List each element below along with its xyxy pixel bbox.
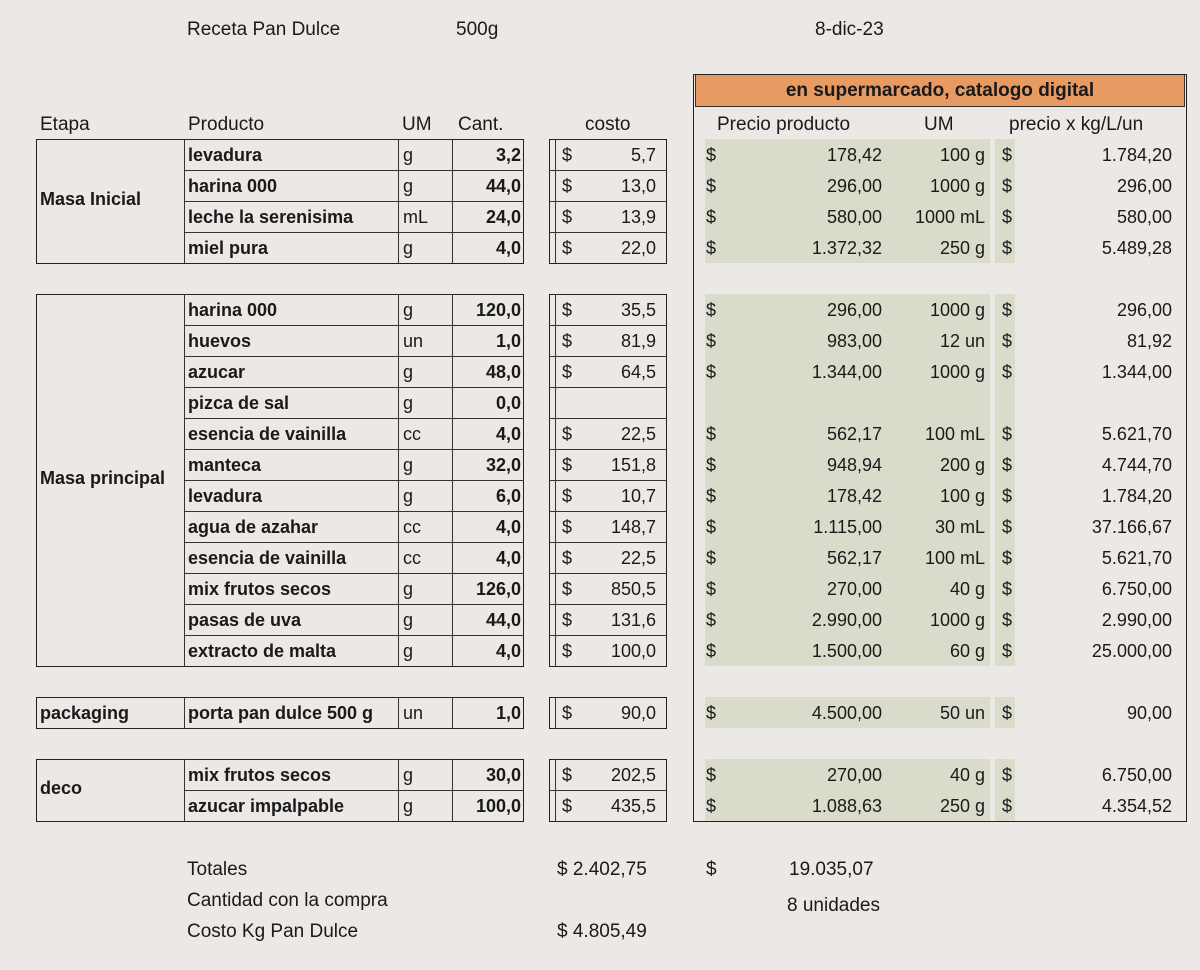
precio-currency: $ bbox=[706, 765, 717, 785]
cost-row-divider bbox=[549, 542, 667, 543]
cant-cell: 44,0 bbox=[485, 610, 521, 630]
cant-cell: 48,0 bbox=[485, 362, 521, 382]
um2-cell: 250 g bbox=[939, 796, 985, 816]
cant-cell: 6,0 bbox=[495, 486, 521, 506]
um2-cell: 60 g bbox=[949, 641, 985, 661]
precio-currency: $ bbox=[706, 703, 717, 723]
um2-cell: 40 g bbox=[949, 579, 985, 599]
costo-cell: 5,7 bbox=[630, 145, 656, 165]
precio-currency: $ bbox=[706, 238, 717, 258]
costo-currency: $ bbox=[562, 145, 573, 165]
cost-row-divider bbox=[549, 449, 667, 450]
precio-cell: 1.500,00 bbox=[811, 641, 882, 661]
row-divider bbox=[184, 542, 524, 543]
cant-cell: 4,0 bbox=[495, 424, 521, 444]
row-divider bbox=[184, 480, 524, 481]
col-divider bbox=[452, 697, 453, 728]
precio-currency: $ bbox=[706, 331, 717, 351]
costo-currency: $ bbox=[562, 207, 573, 227]
costo-currency: $ bbox=[562, 300, 573, 320]
costo-currency: $ bbox=[562, 703, 573, 723]
precio-cell: 4.500,00 bbox=[811, 703, 882, 723]
unit-currency: $ bbox=[1002, 641, 1013, 661]
totales-super-currency: $ bbox=[706, 859, 717, 880]
um-cell: g bbox=[403, 393, 414, 413]
precio-cell: 296,00 bbox=[826, 300, 882, 320]
precio-currency: $ bbox=[706, 176, 717, 196]
cantidad-value: 8 unidades bbox=[787, 895, 880, 916]
um-cell: g bbox=[403, 641, 414, 661]
cost-row-divider bbox=[549, 387, 667, 388]
cost-row-divider bbox=[549, 232, 667, 233]
producto-cell: pizca de sal bbox=[188, 393, 290, 413]
um-cell: g bbox=[403, 610, 414, 630]
unit-cell: 2.990,00 bbox=[1101, 610, 1172, 630]
group-packaging: packaging bbox=[40, 703, 130, 723]
costo-currency: $ bbox=[562, 517, 573, 537]
unit-currency: $ bbox=[1002, 207, 1013, 227]
um2-cell: 50 un bbox=[939, 703, 985, 723]
producto-cell: mix frutos secos bbox=[188, 765, 332, 785]
costo-kg-value: $ 4.805,49 bbox=[557, 921, 647, 942]
costo-currency: $ bbox=[562, 796, 573, 816]
costo-cell: 35,5 bbox=[620, 300, 656, 320]
unit-cell: 37.166,67 bbox=[1091, 517, 1172, 537]
precio-currency: $ bbox=[706, 145, 717, 165]
row-divider bbox=[184, 573, 524, 574]
unit-currency: $ bbox=[1002, 238, 1013, 258]
producto-cell: levadura bbox=[188, 486, 263, 506]
precio-currency: $ bbox=[706, 579, 717, 599]
costo-cell: 202,5 bbox=[610, 765, 656, 785]
um-cell: g bbox=[403, 455, 414, 475]
um-cell: cc bbox=[403, 424, 421, 444]
costo-currency: $ bbox=[562, 548, 573, 568]
producto-cell: mix frutos secos bbox=[188, 579, 332, 599]
row-divider bbox=[184, 511, 524, 512]
row-divider bbox=[184, 232, 524, 233]
um-cell: un bbox=[403, 331, 424, 351]
unit-cell: 296,00 bbox=[1116, 300, 1172, 320]
unit-currency: $ bbox=[1002, 455, 1013, 475]
producto-cell: leche la serenisima bbox=[188, 207, 354, 227]
totales-costo: $ 2.402,75 bbox=[557, 859, 647, 880]
col-precio-producto: Precio producto bbox=[717, 114, 851, 135]
costo-currency: $ bbox=[562, 362, 573, 382]
unit-currency: $ bbox=[1002, 424, 1013, 444]
costo-cell: 151,8 bbox=[610, 455, 656, 475]
um-cell: g bbox=[403, 765, 414, 785]
costo-currency: $ bbox=[562, 176, 573, 196]
costo-currency: $ bbox=[562, 486, 573, 506]
precio-cell: 948,94 bbox=[826, 455, 882, 475]
precio-cell: 562,17 bbox=[826, 548, 882, 568]
costo-cell: 435,5 bbox=[610, 796, 656, 816]
costo-cell: 100,0 bbox=[610, 641, 656, 661]
precio-currency: $ bbox=[706, 486, 717, 506]
producto-cell: esencia de vainilla bbox=[188, 548, 347, 568]
costo-currency: $ bbox=[562, 424, 573, 444]
costo-cell: 13,9 bbox=[620, 207, 656, 227]
precio-cell: 270,00 bbox=[826, 765, 882, 785]
row-divider bbox=[184, 418, 524, 419]
precio-currency: $ bbox=[706, 424, 717, 444]
um-cell: g bbox=[403, 362, 414, 382]
unit-cell: 4.744,70 bbox=[1101, 455, 1172, 475]
um2-cell: 200 g bbox=[939, 455, 985, 475]
unit-currency: $ bbox=[1002, 486, 1013, 506]
col-etapa: Etapa bbox=[40, 114, 90, 135]
precio-cell: 270,00 bbox=[826, 579, 882, 599]
unit-cell: 296,00 bbox=[1116, 176, 1172, 196]
precio-cell: 178,42 bbox=[826, 486, 882, 506]
precio-currency: $ bbox=[706, 517, 717, 537]
producto-cell: miel pura bbox=[188, 238, 269, 258]
unit-cell: 4.354,52 bbox=[1101, 796, 1172, 816]
cant-cell: 0,0 bbox=[495, 393, 521, 413]
col-cant: Cant. bbox=[458, 114, 504, 135]
col-costo: costo bbox=[585, 114, 631, 135]
costo-currency: $ bbox=[562, 765, 573, 785]
um2-cell: 1000 g bbox=[929, 300, 985, 320]
cost-divider bbox=[555, 697, 556, 728]
unit-cell: 6.750,00 bbox=[1101, 579, 1172, 599]
cant-cell: 1,0 bbox=[495, 331, 521, 351]
precio-currency: $ bbox=[706, 641, 717, 661]
supermarket-title: en supermarcado, catalogo digital bbox=[785, 80, 1095, 101]
precio-cell: 1.088,63 bbox=[811, 796, 882, 816]
um-cell: mL bbox=[403, 207, 429, 227]
producto-cell: porta pan dulce 500 g bbox=[188, 703, 374, 723]
unit-cell: 5.489,28 bbox=[1101, 238, 1172, 258]
row-divider bbox=[184, 387, 524, 388]
producto-cell: harina 000 bbox=[188, 300, 278, 320]
unit-cell: 25.000,00 bbox=[1091, 641, 1172, 661]
producto-cell: levadura bbox=[188, 145, 263, 165]
cant-cell: 1,0 bbox=[495, 703, 521, 723]
costo-cell: 90,0 bbox=[620, 703, 656, 723]
recipe-date: 8-dic-23 bbox=[815, 19, 884, 40]
cost-row-divider bbox=[549, 790, 667, 791]
unit-cell: 5.621,70 bbox=[1101, 548, 1172, 568]
row-divider bbox=[184, 201, 524, 202]
precio-cell: 1.372,32 bbox=[811, 238, 882, 258]
group-masa-principal: Masa principal bbox=[40, 468, 166, 488]
producto-cell: azucar bbox=[188, 362, 246, 382]
cant-cell: 4,0 bbox=[495, 641, 521, 661]
costo-currency: $ bbox=[562, 331, 573, 351]
col-precio-unit: precio x kg/L/un bbox=[1009, 114, 1144, 135]
row-divider bbox=[184, 604, 524, 605]
unit-cell: 90,00 bbox=[1126, 703, 1172, 723]
unit-currency: $ bbox=[1002, 548, 1013, 568]
unit-currency: $ bbox=[1002, 331, 1013, 351]
cant-cell: 30,0 bbox=[485, 765, 521, 785]
cost-row-divider bbox=[549, 325, 667, 326]
precio-cell: 2.990,00 bbox=[811, 610, 882, 630]
col-um: UM bbox=[402, 114, 432, 135]
precio-currency: $ bbox=[706, 548, 717, 568]
unit-cell: 1.784,20 bbox=[1101, 145, 1172, 165]
cost-row-divider bbox=[549, 480, 667, 481]
precio-cell: 296,00 bbox=[826, 176, 882, 196]
um-cell: g bbox=[403, 579, 414, 599]
costo-cell: 22,0 bbox=[620, 238, 656, 258]
unit-currency: $ bbox=[1002, 517, 1013, 537]
precio-cell: 562,17 bbox=[826, 424, 882, 444]
costo-cell: 22,5 bbox=[620, 548, 656, 568]
um2-cell: 100 g bbox=[939, 145, 985, 165]
costo-cell: 850,5 bbox=[610, 579, 656, 599]
um2-cell: 100 mL bbox=[924, 424, 985, 444]
unit-cell: 5.621,70 bbox=[1101, 424, 1172, 444]
recipe-title: Receta Pan Dulce bbox=[187, 19, 341, 40]
producto-cell: esencia de vainilla bbox=[188, 424, 347, 444]
unit-cell: 580,00 bbox=[1116, 207, 1172, 227]
costo-currency: $ bbox=[562, 579, 573, 599]
costo-cell: 64,5 bbox=[620, 362, 656, 382]
costo-cell: 10,7 bbox=[620, 486, 656, 506]
um-cell: g bbox=[403, 176, 414, 196]
group-masa-inicial: Masa Inicial bbox=[40, 189, 142, 209]
um2-cell: 1000 g bbox=[929, 362, 985, 382]
producto-cell: extracto de malta bbox=[188, 641, 337, 661]
unit-currency: $ bbox=[1002, 362, 1013, 382]
um2-cell: 40 g bbox=[949, 765, 985, 785]
cant-cell: 4,0 bbox=[495, 517, 521, 537]
cant-cell: 120,0 bbox=[475, 300, 521, 320]
um-cell: g bbox=[403, 486, 414, 506]
um2-cell: 1000 g bbox=[929, 176, 985, 196]
unit-currency: $ bbox=[1002, 145, 1013, 165]
cant-cell: 3,2 bbox=[495, 145, 521, 165]
row-divider bbox=[184, 170, 524, 171]
row-divider bbox=[184, 356, 524, 357]
precio-cell: 580,00 bbox=[826, 207, 882, 227]
um2-cell: 30 mL bbox=[934, 517, 985, 537]
costo-currency: $ bbox=[562, 610, 573, 630]
cant-cell: 24,0 bbox=[485, 207, 521, 227]
row-divider bbox=[184, 635, 524, 636]
precio-currency: $ bbox=[706, 207, 717, 227]
recipe-weight: 500g bbox=[456, 19, 499, 40]
um-cell: cc bbox=[403, 548, 421, 568]
costo-cell: 81,9 bbox=[620, 331, 656, 351]
cant-cell: 4,0 bbox=[495, 548, 521, 568]
costo-cell: 13,0 bbox=[620, 176, 656, 196]
costo-kg-label: Costo Kg Pan Dulce bbox=[187, 921, 359, 942]
precio-cell: 1.344,00 bbox=[811, 362, 882, 382]
costo-currency: $ bbox=[562, 641, 573, 661]
unit-currency: $ bbox=[1002, 300, 1013, 320]
cost-row-divider bbox=[549, 170, 667, 171]
row-divider bbox=[184, 449, 524, 450]
um-cell: un bbox=[403, 703, 424, 723]
producto-cell: azucar impalpable bbox=[188, 796, 345, 816]
precio-currency: $ bbox=[706, 455, 717, 475]
unit-cell: 1.784,20 bbox=[1101, 486, 1172, 506]
unit-cell: 1.344,00 bbox=[1101, 362, 1172, 382]
um-cell: g bbox=[403, 300, 414, 320]
cost-row-divider bbox=[549, 356, 667, 357]
totales-label: Totales bbox=[187, 859, 248, 880]
unit-cell: 81,92 bbox=[1126, 331, 1172, 351]
cant-cell: 126,0 bbox=[475, 579, 521, 599]
unit-currency: $ bbox=[1002, 765, 1013, 785]
producto-cell: huevos bbox=[188, 331, 252, 351]
precio-currency: $ bbox=[706, 362, 717, 382]
unit-currency: $ bbox=[1002, 579, 1013, 599]
um-cell: g bbox=[403, 238, 414, 258]
um2-cell: 250 g bbox=[939, 238, 985, 258]
unit-currency: $ bbox=[1002, 176, 1013, 196]
costo-currency: $ bbox=[562, 238, 573, 258]
costo-currency: $ bbox=[562, 455, 573, 475]
cost-row-divider bbox=[549, 418, 667, 419]
row-divider bbox=[184, 325, 524, 326]
precio-cell: 1.115,00 bbox=[813, 517, 882, 537]
cost-row-divider bbox=[549, 511, 667, 512]
um2-cell: 1000 g bbox=[929, 610, 985, 630]
col-divider bbox=[184, 697, 185, 728]
um-cell: cc bbox=[403, 517, 421, 537]
um-cell: g bbox=[403, 145, 414, 165]
col-producto: Producto bbox=[188, 114, 265, 135]
precio-cell: 983,00 bbox=[826, 331, 882, 351]
cost-row-divider bbox=[549, 573, 667, 574]
costo-cell: 22,5 bbox=[620, 424, 656, 444]
unit-cell: 6.750,00 bbox=[1101, 765, 1172, 785]
unit-currency: $ bbox=[1002, 796, 1013, 816]
producto-cell: manteca bbox=[188, 455, 262, 475]
precio-currency: $ bbox=[706, 610, 717, 630]
um2-cell: 100 g bbox=[939, 486, 985, 506]
producto-cell: pasas de uva bbox=[188, 610, 302, 630]
cant-cell: 100,0 bbox=[475, 796, 521, 816]
precio-cell: 178,42 bbox=[826, 145, 882, 165]
producto-cell: harina 000 bbox=[188, 176, 278, 196]
totales-super: 19.035,07 bbox=[789, 859, 874, 880]
precio-currency: $ bbox=[706, 796, 717, 816]
cant-cell: 4,0 bbox=[495, 238, 521, 258]
cantidad-label: Cantidad con la compra bbox=[187, 890, 388, 911]
col-um2: UM bbox=[924, 114, 954, 135]
cant-cell: 32,0 bbox=[485, 455, 521, 475]
um2-cell: 12 un bbox=[939, 331, 985, 351]
producto-cell: agua de azahar bbox=[188, 517, 319, 537]
unit-currency: $ bbox=[1002, 703, 1013, 723]
cost-row-divider bbox=[549, 635, 667, 636]
cant-cell: 44,0 bbox=[485, 176, 521, 196]
um2-cell: 100 mL bbox=[924, 548, 985, 568]
col-divider bbox=[398, 697, 399, 728]
um2-cell: 1000 mL bbox=[914, 207, 985, 227]
costo-cell: 148,7 bbox=[610, 517, 656, 537]
cost-row-divider bbox=[549, 604, 667, 605]
unit-currency: $ bbox=[1002, 610, 1013, 630]
um-cell: g bbox=[403, 796, 414, 816]
cost-row-divider bbox=[549, 201, 667, 202]
precio-currency: $ bbox=[706, 300, 717, 320]
row-divider bbox=[184, 790, 524, 791]
costo-cell: 131,6 bbox=[610, 610, 656, 630]
group-deco: deco bbox=[40, 778, 83, 798]
